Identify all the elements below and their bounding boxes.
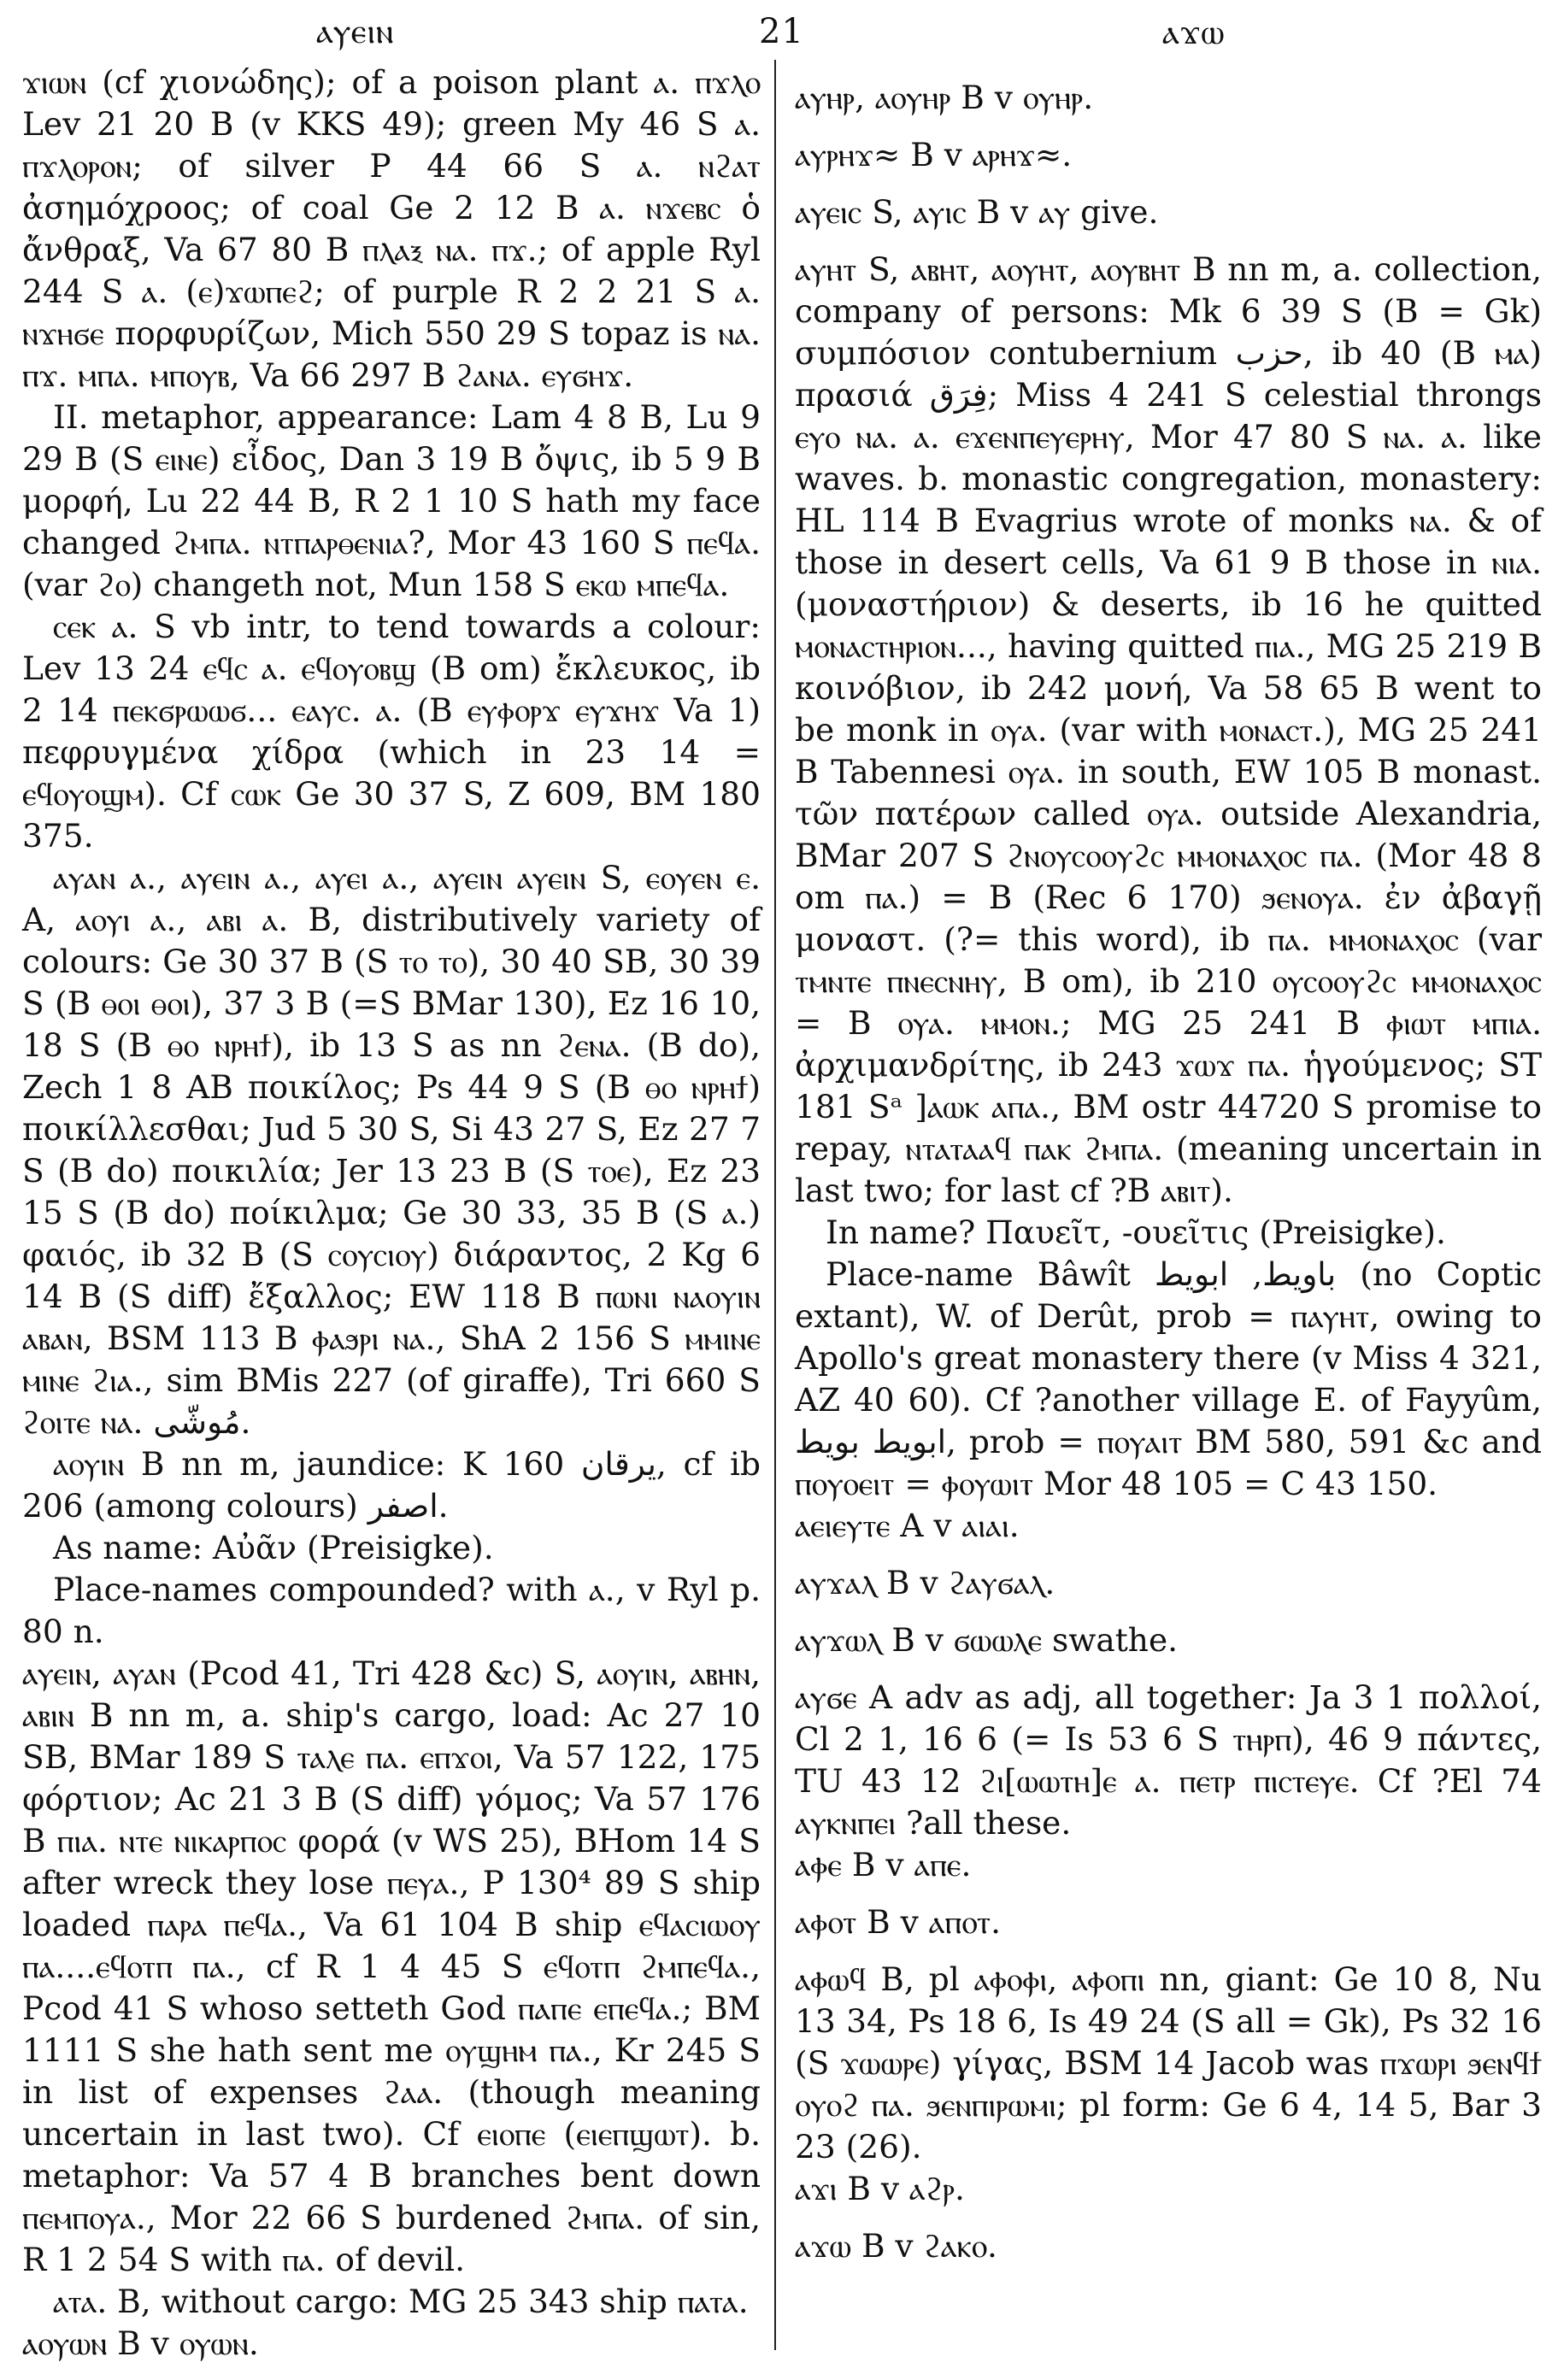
- entry-ajo: ⲁϫⲱ B v ϩⲁⲕⲟ.: [795, 2227, 997, 2265]
- running-head: [0, 12, 1564, 55]
- entry-auje: ⲁⲩϭⲉ A adv as adj, all together: Ja 3 1 πολλοί, Cl 2 1, 16 6 (= Is 53 6 S ⲧⲏⲣⲡ), 46 9 πάντες, TU 43 12 ϩⲓ[ⲱⲱⲧⲏ]ⲉ ⲁ. ⲡⲉⲧⲣ ⲡⲓⲥⲧⲉⲩⲉ. Cf ?El 74 ⲁⲩⲕⲛⲡⲉⲓ ?all these.: [795, 1678, 1542, 1842]
- entry-as-name: As name: Αὐᾶν (Preisigke).: [53, 1529, 494, 1566]
- entry-aeieute: ⲁⲉⲓⲉⲩⲧⲉ A v ⲁⲓⲁⲓ.: [795, 1507, 1020, 1544]
- entry-sek-a: ⲥⲉⲕ ⲁ. S vb intr, to tend towards a colour: Lev 13 24 ⲉϥⲥ ⲁ. ⲉϥⲟⲩⲟⲃϣ (B om) ἔκλευκος, ib 2 14 ⲡⲉⲕϭⲣⲱⲱϭ... ⲉⲁⲩⲥ. ⲁ. (B ⲉⲩⲫⲟⲣϫ ⲉⲩϫⲏϫ Va 1) πεφρυγμένα χίδρα (which in 23 14 = ⲉϥⲟⲩⲟϣⲙ). Cf ⲥⲱⲕ Ge 30 37 S, Z 609, BM 180 375.: [22, 608, 761, 855]
- entry-metaphor-appearance: II. metaphor, appearance: Lam 4 8 B, Lu 9 29 B (S ⲉⲓⲛⲉ) εἶδος, Dan 3 19 B ὄψις, ib 5 9 B μορφή, Lu 22 44 B, R 2 1 10 S hath my face changed ϩⲙⲡⲁ. ⲛⲧⲡⲁⲣⲑⲉⲛⲓⲁ?, Mor 43 160 S ⲡⲉϥⲁ. (var ϩⲟ) changeth not, Mun 158 S ⲉⲕⲱ ⲙⲡⲉϥⲁ.: [22, 398, 761, 603]
- entry-distributive: ⲁⲩⲁⲛ ⲁ., ⲁⲩⲉⲓⲛ ⲁ., ⲁⲩⲉⲓ ⲁ., ⲁⲩⲉⲓⲛ ⲁⲩⲉⲓⲛ S, ⲉⲟⲩⲉⲛ ⲉ. A, ⲁⲟⲩⲓ ⲁ., ⲁⲃⲓ ⲁ. B, distributively variety of colours: Ge 30 37 B (S ⲧⲟ ⲧⲟ), 30 40 SB, 30 39 S (B ⲑⲟⲓ ⲑⲟⲓ), 37 3 B (=S BMar 130), Ez 16 10, 18 S (B ⲑⲟ ⲛⲣⲏϯ), ib 13 S as nn ϩⲉⲛⲁ. (B do), Zech 1 8 AB ποικίλος; Ps 44 9 S (B ⲑⲟ ⲛⲣⲏϯ) ποικίλλεσθαι; Jud 5 30 S, Si 43 27 S, Ez 27 7 S (B do) ποικιλία; Jer 13 23 B (S ⲧⲟⲉ), Ez 23 15 S (B do) ποίκιλμα; Ge 30 33, 35 B (S ⲁ.) φαιός, ib 32 B (S ⲥⲟⲩⲥⲓⲟⲩ) διάραντος, 2 Kg 6 14 B (S diff) ἔξαλλος; EW 118 B ⲡⲱⲛⲓ ⲛⲁⲟⲩⲓⲛ ⲁⲃⲁⲛ, BSM 113 B ⲫⲁϧⲣⲓ ⲛⲁ., ShA 2 156 S ⲙⲙⲓⲛⲉ ⲙⲓⲛⲉ ϩⲓⲁ., sim BMis 227 (of giraffe), Tri 660 S ϩⲟⲓⲧⲉ ⲛⲁ. مُوشّى.: [22, 859, 761, 1441]
- left-guide-word: ⲁⲩⲉⲓⲛ: [316, 12, 395, 51]
- entry-auet-company: ⲁⲩⲏⲧ S, ⲁⲃⲏⲧ, ⲁⲟⲩⲏⲧ, ⲁⲟⲩⲃⲏⲧ B nn m, a. collection, company of persons: Mk 6 39 S (B = Gk) συμπόσιον contubernium حزب, ib 40 (B ⲙⲁ) πρασιά فِرَق; Miss 4 241 S celestial throngs ⲉⲩⲟ ⲛⲁ. ⲁ. ⲉϫⲉⲛⲡⲉⲩⲉⲣⲏⲩ, Mor 47 80 S ⲛⲁ. ⲁ. like waves. b. monastic congregation, monastery: HL 114 B Evagrius wrote of monks ⲛⲁ. & of those in desert cells, Va 61 9 B those in ⲛⲓⲁ. (μοναστήριον) & deserts, ib 16 he quitted ⲙⲟⲛⲁⲥⲧⲏⲣⲓⲟⲛ..., having quitted ⲡⲓⲁ., MG 25 219 B κοινόβιον, ib 242 μονή, Va 58 65 B went to be monk in ⲟⲩⲁ. (var with ⲙⲟⲛⲁⲥⲧ.), MG 25 241 B Tabennesi ⲟⲩⲁ. in south, EW 105 B monast. τῶν πατέρων called ⲟⲩⲁ. outside Alexandria, BMar 207 S ϩⲛⲟⲩⲥⲟⲟⲩϩⲥ ⲙⲙⲟⲛⲁⲭⲟⲥ ⲡⲁ. (Mor 48 8 om ⲡⲁ.) = B (Rec 6 170) ϧⲉⲛⲟⲩⲁ. ἐν ἀβαγῇ μοναστ. (?= this word), ib ⲡⲁ. ⲙⲙⲟⲛⲁⲭⲟⲥ (var ⲧⲙⲛⲧⲉ ⲡⲛⲉⲥⲛⲏⲩ, B om), ib 210 ⲟⲩⲥⲟⲟⲩϩⲥ ⲙⲙⲟⲛⲁⲭⲟⲥ = B ⲟⲩⲁ. ⲙⲙⲟⲛ.; MG 25 241 B ⲫⲓⲱⲧ ⲙⲡⲓⲁ. ἀρχιμανδρίτης, ib 243 ϫⲱϫ ⲡⲁ. ἡγούμενος; ST 181 Sᵃ ]ⲁⲱⲕ ⲁⲡⲁ., BM ostr 44720 S promise to repay, ⲛⲧⲁⲧⲁⲁϥ ⲡⲁⲕ ϩⲙⲡⲁ. (meaning uncertain in last two; for last cf ?B ⲁⲃⲓⲧ).: [795, 250, 1543, 1209]
- entry-afot: ⲁⲫⲟⲧ B v ⲁⲡⲟⲧ.: [795, 1903, 1002, 1941]
- entry-auer: ⲁⲩⲏⲣ, ⲁⲟⲩⲏⲣ B v ⲟⲩⲏⲣ.: [795, 79, 1094, 116]
- entry-aji: ⲁϫⲓ B v ⲁϩⲣ.: [795, 2170, 965, 2207]
- entry-aurej: ⲁⲩⲣⲏϫ≈ B v ⲁⲣⲏϫ≈.: [795, 136, 1073, 173]
- entry-in-name: In name? Παυεῖτ, -ουεῖτις (Preisigke).: [826, 1214, 1446, 1251]
- page-number: 21: [759, 12, 804, 51]
- entry-aujol: ⲁⲩϫⲱⲗ B v ϭⲱⲱⲗⲉ swathe.: [795, 1621, 1179, 1659]
- entry-aouin-jaundice: ⲁⲟⲩⲓⲛ B nn m, jaundice: K 160 يرقان, cf ib 206 (among colours) اصفر.: [22, 1445, 761, 1525]
- entry-continuation: ϫⲓⲱⲛ (cf χιονώδης); of a poison plant ⲁ. ⲡϫⲗⲟ Lev 21 20 B (v KKS 49); green My 46 S ⲁ. ⲡϫⲗⲟⲣⲟⲛ; of silver P 44 66 S ⲁ. ⲛϩⲁⲧ ἀσημόχροος; of coal Ge 2 12 B ⲁ. ⲛϫⲉⲃⲥ ὁ ἄνθραξ, Va 67 80 B ⲡⲗⲁⲝ ⲛⲁ. ⲡϫ.; of apple Ryl 244 S ⲁ. (ⲉ)ϫⲱⲡⲉϩ; of purple R 2 2 21 S ⲁ. ⲛϫⲏϭⲉ πορφυρίζων, Mich 550 29 S topaz is ⲛⲁ. ⲡϫ. ⲙⲡⲁ. ⲙⲡⲟⲩⲃ, Va 66 297 B ϩⲁⲛⲁ. ⲉⲩϭⲏϫ.: [22, 63, 761, 394]
- entry-aueis: ⲁⲩⲉⲓⲥ S, ⲁⲩⲓⲥ B v ⲁⲩ give.: [795, 193, 1159, 231]
- entry-afof-giant: ⲁⲫⲱϥ B, pl ⲁⲫⲟⲫⲓ, ⲁⲫⲟⲡⲓ nn, giant: Ge 10 8, Nu 13 34, Ps 18 6, Is 49 24 (S all = Gk), Ps 32 16 (S ϫⲱⲱⲣⲉ) γίγας, BSM 14 Jacob was ⲡϫⲱⲣⲓ ϧⲉⲛϥϯ ⲟⲩⲟϩ ⲡⲁ. ϧⲉⲛⲡⲓⲣⲱⲙⲓ; pl form: Ge 6 4, 14 5, Bar 3 23 (26).: [795, 1960, 1542, 2166]
- entry-afe: ⲁⲫⲉ B v ⲁⲡⲉ.: [795, 1846, 972, 1883]
- entry-ata-without-cargo: ⲁⲧⲁ. B, without cargo: MG 25 343 ship ⲡⲁⲧⲁ.: [53, 2283, 749, 2320]
- entry-place-name-bawit: Place-name Bâwît باويط, ابويط (no Coptic extant), W. of Derût, prob = ⲡⲁⲩⲏⲧ, owing to Apollo's great monastery there (v Miss 4 321, AZ 40 60). Cf ?another village E. of Fayyûm, ابويط بويط, prob = ⲡⲟⲩⲁⲓⲧ BM 580, 591 &c and ⲡⲟⲩⲟⲉⲓⲧ = ⲫⲟⲩⲱⲓⲧ Mor 48 105 = C 43 150.: [795, 1255, 1542, 1502]
- right-column: [795, 62, 1542, 2267]
- entry-auein-cargo: ⲁⲩⲉⲓⲛ, ⲁⲩⲁⲛ (Pcod 41, Tri 428 &c) S, ⲁⲟⲩⲓⲛ, ⲁⲃⲏⲛ, ⲁⲃⲓⲛ B nn m, a. ship's cargo, load: Ac 27 10 SB, BMar 189 S ⲧⲁⲗⲉ ⲡⲁ. ⲉⲡϫⲟⲓ, Va 57 122, 175 φόρτιον; Ac 21 3 B (S diff) γόμος; Va 57 176 B ⲡⲓⲁ. ⲛⲧⲉ ⲛⲓⲕⲁⲣⲡⲟⲥ φορά (v WS 25), BHom 14 S after wreck they lose ⲡⲉⲩⲁ., P 130⁴ 89 S ship loaded ⲡⲁⲣⲁ ⲡⲉϥⲁ., Va 61 104 B ship ⲉϥⲁⲥⲓⲱⲟⲩ ⲡⲁ....ⲉϥⲟⲧⲡ ⲡⲁ., cf R 1 4 45 S ⲉϥⲟⲧⲡ ϩⲙⲡⲉϥⲁ., Pcod 41 S whoso setteth God ⲡⲁⲡⲉ ⲉⲡⲉϥⲁ.; BM 1111 S she hath sent me ⲟⲩϣⲏⲙ ⲡⲁ., Kr 245 S in list of expenses ϩⲁⲁ. (though meaning uncertain in last two). Cf ⲉⲓⲟⲡⲉ (ⲉⲓⲉⲡϣⲱⲧ). b. metaphor: Va 57 4 B branches bent down ⲡⲉⲙⲡⲟⲩⲁ., Mor 22 66 S burdened ϩⲙⲡⲁ. of sin, R 1 2 54 S with ⲡⲁ. of devil.: [22, 1654, 761, 2278]
- entry-place-names: Place-names compounded? with ⲁ., v Ryl p. 80 n.: [22, 1571, 761, 1650]
- entry-aouon: ⲁⲟⲩⲱⲛ B v ⲟⲩⲱⲛ.: [22, 2324, 259, 2362]
- right-guide-word: ⲁϫⲱ: [1162, 13, 1226, 52]
- left-column: [22, 62, 761, 2380]
- entry-aujal: ⲁⲩϫⲁⲗ B v ϩⲁⲩϭⲁⲗ.: [795, 1564, 1055, 1601]
- column-divider: [774, 60, 776, 2350]
